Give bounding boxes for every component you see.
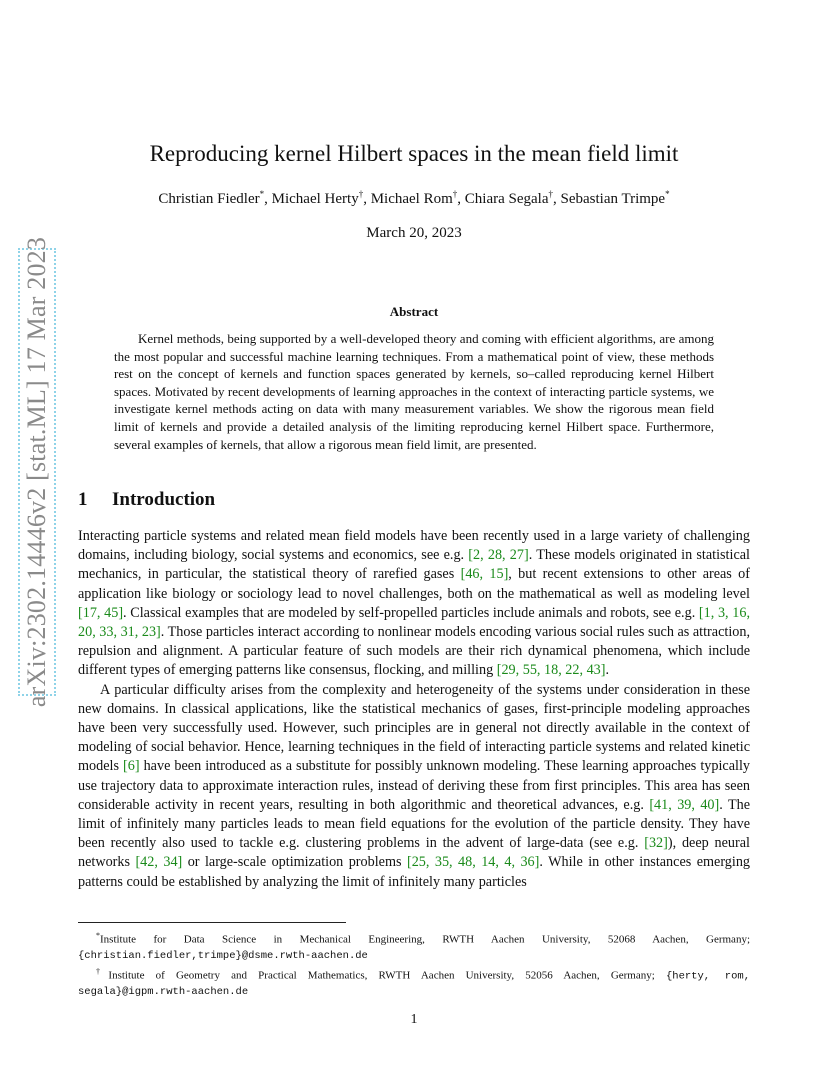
citation-link[interactable]: [6]: [123, 758, 140, 775]
author-name: Christian Fiedler: [158, 191, 260, 207]
affiliation-mark: *: [665, 189, 670, 199]
citation-link[interactable]: [42, 34]: [135, 854, 183, 871]
paragraph-text: , but recent extensions to other areas of application like biology or sociology lead to novel challenges, both on the mathematical as well as modeling level: [78, 566, 750, 602]
affiliation-mark: *: [259, 189, 265, 199]
footnote-mark: †: [96, 966, 109, 976]
section-heading: [78, 489, 215, 511]
affiliation-mark: †: [358, 189, 364, 199]
author-list: Christian Fiedler*, Michael Herty†, Michael Rom†, Chiara Segala†, Sebastian Trimpe*: [158, 189, 670, 207]
citation-link[interactable]: [41, 39, 40]: [649, 796, 720, 813]
footnote: [78, 928, 750, 964]
arxiv-identifier: arXiv:2302.14446v2 [stat.ML] 17 Mar 2023: [22, 236, 51, 708]
footnote-text: Institute for Data Science in Mechanical Engineering, RWTH Aachen University, 52068 Aachen, Germany;: [100, 933, 750, 946]
author-name: Chiara Segala: [464, 191, 549, 207]
citation-link[interactable]: [25, 35, 48, 14, 4, 36]: [406, 854, 540, 871]
author-name: Michael Herty: [271, 191, 359, 207]
paragraph: [78, 681, 750, 892]
paragraph-text: . Classical examples that are modeled by self-propelled particles include animals and robots, see e.g.: [123, 604, 699, 621]
citation-link[interactable]: [29, 55, 18, 22, 43]: [496, 662, 606, 679]
footnote-email: {herty, rom, segala}@igpm.rwth-aachen.de: [78, 970, 750, 999]
footnote: [78, 964, 750, 1001]
paragraph-text: . The limit of infinitely many particles leads to mean field equations for the evolution of the particle density. They have been recently also used to tackle e.g. clustering problems in the advent of large-data (see e.g.: [78, 796, 750, 852]
footnote-email: {christian.fiedler,trimpe}@dsme.rwth-aachen.de: [78, 949, 368, 962]
section-number: 1: [78, 489, 88, 510]
citation-link[interactable]: [32]: [644, 835, 668, 852]
paper-title: Reproducing kernel Hilbert spaces in the mean field limit: [149, 141, 679, 166]
affiliation-mark: †: [452, 189, 458, 199]
abstract-text: Kernel methods, being supported by a well-developed theory and coming with efficient algorithms, are among the most popular and successful machine learning techniques. From a mathematical point of view, these methods rest on the concept of kernels and function spaces generated by kernels, so–called reproducing kernel Hilbert spaces. Motivated by recent developments of learning approaches in the context of interacting particle systems, we investigate kernel methods acting on data with many measurement variables. We show the rigorous mean field limit of kernels and provide a detailed analysis of the limiting reproducing kernel Hilbert space. Furthermore, several examples of kernels, that allow a rigorous mean field limit, are presented.: [114, 331, 714, 452]
paragraph-text: . While in other instances emerging patterns could be established by analyzing the limit of infinitely many particles: [78, 854, 751, 890]
paragraph-text: ), deep neural networks: [78, 835, 750, 871]
footnote-text: Institute of Geometry and Practical Mathematics, RWTH Aachen University, 52056 Aachen, Germany;: [108, 969, 666, 982]
citation-link[interactable]: [46, 15]: [460, 566, 509, 583]
section-body: [78, 527, 750, 892]
paragraph-text: Interacting particle systems and related mean field models have been recently used in a large variety of challenging domains, including biology, social systems and economics, see e.g.: [78, 528, 750, 564]
paragraph-text: or large-scale optimization problems: [182, 854, 407, 871]
footnote-mark: *: [96, 931, 100, 940]
paragraph: [78, 527, 750, 681]
citation-link[interactable]: [2, 28, 27]: [468, 547, 529, 564]
citation-link[interactable]: [1, 3, 16, 20, 33, 31, 23]: [78, 604, 751, 641]
abstract-heading: Abstract: [389, 304, 439, 319]
paragraph-text: . These models originated in statistical mechanics, in particular, the statistical theory of rarefied gases: [78, 547, 750, 583]
footnotes: [78, 928, 750, 1000]
citation-link[interactable]: [17, 45]: [78, 604, 124, 621]
paragraph-text: A particular difficulty arises from the complexity and heterogeneity of the systems under consideration in these new domains. In classical applications, like the statistical mechanics of gases, first-principle modeling approaches have been very successfully used. However, such principles are in general not directly available in the context of modeling of social behavior. Hence, learning techniques in the field of interacting particle systems and related kinetic models: [78, 681, 750, 775]
paragraph-text: . Those particles interact according to nonlinear models encoding various social rules such as attraction, repulsion and alignment. A particular feature of such models are their rich dynamical phenomena, which include different types of emerging patterns like consensus, flocking, and milling: [78, 624, 750, 679]
page-number: 1: [410, 1012, 418, 1027]
affiliation-mark: †: [548, 189, 553, 199]
publication-date: March 20, 2023: [366, 225, 462, 241]
section-title: Introduction: [112, 489, 216, 510]
paragraph-text: .: [605, 662, 610, 679]
author-name: Michael Rom: [370, 191, 453, 207]
footnote-divider: [78, 922, 346, 923]
author-name: Sebastian Trimpe: [560, 191, 666, 207]
paragraph-text: have been introduced as a substitute for possibly unknown modeling. These learning approaches typically use trajectory data to approximate interaction rules, instead of deriving these from first principles. This area has seen considerable activity in recent years, resulting in both algorithmic and theoretical advances, e.g.: [78, 758, 750, 813]
